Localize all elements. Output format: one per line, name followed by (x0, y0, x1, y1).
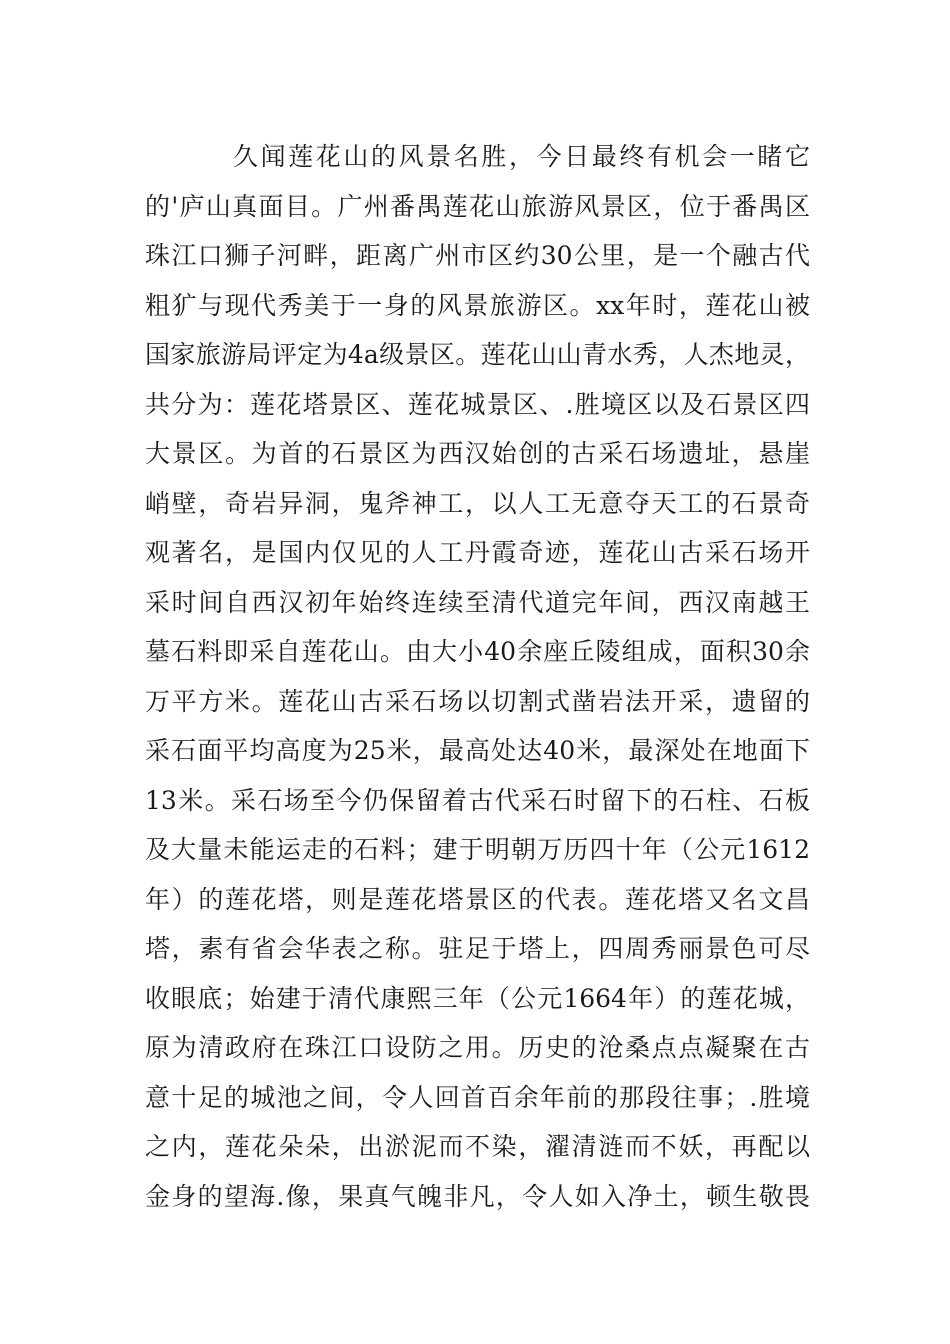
text-line: 采石面平均高度为25米，最高处达40米，最深处在地面下 (145, 736, 810, 765)
text-line: 之内，莲花朵朵，出淤泥而不染，濯清涟而不妖，再配以 (145, 1132, 810, 1161)
text-line: 意十足的城池之间，令人回首百余年前的那段往事；.胜境 (145, 1082, 810, 1112)
text-line: 采时间自西汉初年始终连续至清代道完年间，西汉南越王 (145, 587, 810, 617)
text-line: 粗犷与现代秀美于一身的风景旅游区。xx年时，莲花山被 (145, 290, 810, 320)
text-line: 金身的望海.像，果真气魄非凡，令人如入净土，顿生敬畏 (145, 1181, 810, 1211)
text-line: 万平方米。莲花山古采石场以切割式凿岩法开采，遗留的 (145, 686, 810, 716)
text-line: 峭壁，奇岩异洞，鬼斧神工，以人工无意夺天工的石景奇 (145, 488, 810, 518)
text-line: 墓石料即采自莲花山。由大小40余座丘陵组成，面积30余 (145, 637, 810, 666)
text-line: 国家旅游局评定为4a级景区。莲花山山青水秀，人杰地灵， (145, 340, 810, 369)
text-line: 13米。采石场至今仍保留着古代采石时留下的石柱、石板 (145, 785, 810, 815)
text-line: 大景区。为首的石景区为西汉始创的古采石场遗址，悬崖 (145, 439, 810, 468)
text-line: 原为清政府在珠江口设防之用。历史的沧桑点点凝聚在古 (145, 1033, 810, 1062)
text-line: 珠江口狮子河畔，距离广州市区约30公里，是一个融古代 (145, 241, 810, 270)
text-line: 的'庐山真面目。广州番禺莲花山旅游风景区，位于番禺区 (145, 191, 810, 221)
text-line: 收眼底；始建于清代康熙三年（公元1664年）的莲花城， (145, 983, 810, 1013)
text-line: 观著名，是国内仅见的人工丹霞奇迹，莲花山古采石场开 (145, 538, 810, 567)
text-line: 及大量未能运走的石料；建于明朝万历四十年（公元1612 (145, 835, 810, 864)
text-line: 塔，素有省会华表之称。驻足于塔上，四周秀丽景色可尽 (145, 934, 810, 963)
text-line: 共分为：莲花塔景区、莲花城景区、.胜境区以及石景区四 (145, 389, 810, 419)
text-line: 久闻莲花山的风景名胜，今日最终有机会一睹它 (233, 142, 810, 171)
text-line: 年）的莲花塔，则是莲花塔景区的代表。莲花塔又名文昌 (145, 884, 810, 914)
body-paragraph (145, 132, 810, 1221)
